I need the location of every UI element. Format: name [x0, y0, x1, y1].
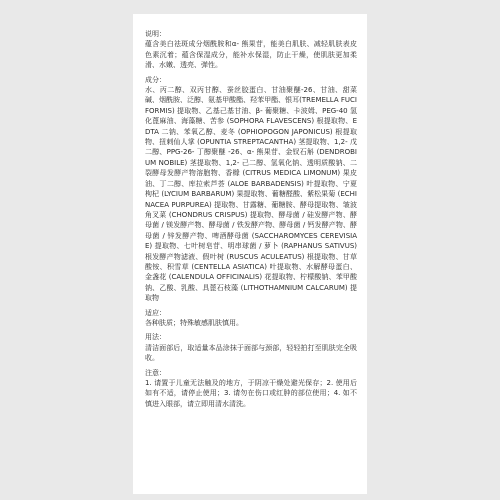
suitable-title: 适应： — [145, 308, 166, 317]
notes-text: 1. 请置于儿童无法触及的地方，于阴凉干燥处避光保存；2. 使用后如有不适，请停止使用；3. 请勿在伤口或红肿的部位使用；4. 如不慎进入眼部，请立即用清水清洗。 — [145, 379, 357, 408]
notes-title: 注意： — [145, 368, 166, 377]
ingredients-text: 水、丙二醇、双丙甘醇、蚕丝胶蛋白、甘油聚醚-26、甘油、甜菜碱、烟酰胺、泛醇、氨基甲酸酯、羟苯甲酯、银耳(TREMELLA FUCIFORMIS) 提取物、乙基己基甘油、β- 葡聚糖、卡波姆、PEG-40 氢化蓖麻油、海藻糖、苦参 (SOPHORA FLAVESCENS) 根提取物、EDTA 二钠、苯氧乙醇、麦冬 (OPHIOPOGON JAPONICUS) 根提取物、扭刺仙人掌 (OPUNTIA STREPTACANTHA) 茎提取物、1,2- 戊二醇、PPG-26- 丁醇聚醚 -26、α- 熊果苷、金钗石斛 (DENDROBIUM NOBILE) 茎提取物、1,2- 己二醇、氢氧化钠、透明质酸钠、二裂酵母发酵产物溶胞物、香橼 (CITRUS MEDICA LIMONUM) 果皮油、丁二醇、库拉索芦荟 (ALOE BARBADENSIS) 叶提取物、宁夏枸杞 (LYCIUM BARBARUM) 果提取物、葡糖醛酸、紫松果菊 (ECHINACEA PURPUREA) 提取物、甘露糖、葡糖胺、酵母提取物、皱波角叉菜 (CHONDRUS CRISPUS) 提取物、酵母菌 / 硅发酵产物、酵母菌 / 镁发酵产物、酵母菌 / 铁发酵产物、酵母菌 / 钙发酵产物、酵母菌 / 锌发酵产物、啤酒酵母菌 (SACCHAROMYCES CEREVISIAE) 提取物、七叶树皂苷、明串球菌 / 萝卜 (RAPHANUS SATIVUS) 根发酵产物滤液、假叶树 (RUSCUS ACULEATUS) 根提取物、甘草酸铵、积雪草 (CENTELLA ASIATICA) 叶提取物、水解酵母蛋白、金盏花 (CALENDULA OFFICINALIS) 花提取物、柠檬酸钠、苯甲酸钠、乙酸、乳酸、具蓖石枝藻 (LITHOTHAMNIUM CALCARUM) 提取物 — [145, 86, 357, 303]
label-sheet — [133, 14, 367, 494]
label-content — [145, 29, 357, 409]
ingredients-title: 成分： — [145, 75, 166, 84]
suitable-text: 各种肤质；特殊敏感肌肤慎用。 — [145, 318, 243, 327]
description-title: 说明： — [145, 30, 166, 38]
usage-title: 用法： — [145, 333, 166, 342]
description-text: 蕴含美白祛斑成分烟酰胺和α- 熊果苷，能美白肌肤、减轻肌肤表皮色素沉着；蕴含保湿成分，能补水保湿，防止干燥，使肌肤更加柔滑、水嫩、透亮、弹性。 — [145, 40, 357, 70]
usage-text: 清洁面部后，取适量本品涂抹于面部与颈部，轻轻拍打至肌肤完全吸收。 — [145, 343, 357, 363]
